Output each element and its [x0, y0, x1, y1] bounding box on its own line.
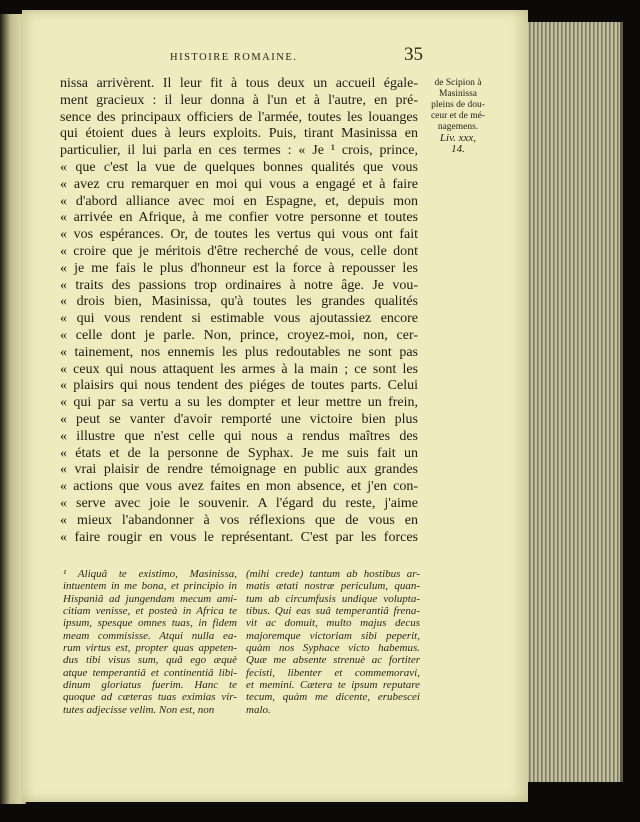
footnote-line: ipsum, spesque omnes tuas, in fidem — [63, 617, 237, 630]
text-line: « ceux qui nous attaquent les armes à la main ; ce sont les — [60, 361, 418, 377]
footnote-line: (mihi crede) tantum ab hostibus ar- — [246, 568, 420, 580]
text-line: « je me fais le plus d'honneur est la force à repousser les — [60, 260, 418, 276]
footnote-line: et memini. Cætera te ipsum reputare — [246, 679, 420, 692]
text-line: « mieux l'abandonner à vos réflexions que de vous en — [60, 512, 418, 528]
footnote-line: atque temperantiâ et continentiâ libi- — [63, 666, 237, 679]
footnote-line: quàm nos Syphace victo habemus. — [246, 642, 420, 655]
footnote-line: ¹ Aliquâ te existimo, Masinissa, — [63, 568, 237, 580]
text-line: « qui vous rendent si estimable vous ajoutassiez encore — [60, 311, 418, 327]
footnote-line: matis ætati nostræ periculum, quan- — [246, 580, 420, 593]
footnote-line: Hispaniâ ad jungendam mecum ami- — [63, 592, 237, 605]
footnote-line: meam commisisse. Atqui nulla ea- — [63, 629, 237, 642]
text-line: « avez cru remarquer en moi qui vous a engagé et à faire — [60, 176, 418, 192]
text-line: « peut se vanter d'avoir remporté une victoire bien plus — [60, 411, 418, 427]
footnote-line: quoque ad cæteras tuas eximias vir- — [63, 691, 237, 704]
text-line: sence des principaux officiers de l'armée, toutes les louanges — [60, 109, 418, 125]
running-title: HISTOIRE ROMAINE. — [170, 52, 298, 63]
footnote-line: citiam venisse, et posteà in Africa te — [63, 605, 237, 618]
footnote-right-column — [246, 568, 420, 716]
text-line: ment gracieux : il leur donna à l'un et à l'autre, en pré- — [60, 92, 418, 108]
text-line: nissa arrivèrent. Il leur fit à tous deux un accueil égale- — [60, 76, 418, 91]
main-text — [60, 76, 418, 546]
margin-note-line: Liv. xxx, — [439, 132, 477, 144]
text-line: « d'abord alliance avec moi en Espagne, et, depuis mon — [60, 193, 418, 209]
footnote-line: tum ab circumfusis undique volupta- — [246, 592, 420, 605]
text-line: « vrai plaisir de rendre témoignage en public aux grandes — [60, 462, 418, 478]
footnote-line: fecisti, libenter et commemoravi, — [246, 666, 420, 679]
footnote-line: rum virtus est, propter quas appeten- — [63, 642, 237, 655]
footnote-line: Quæ me absente strenuè ac fortiter — [246, 654, 420, 667]
text-line: « traits des passions trop ordinaires à notre âge. Je vou- — [60, 277, 418, 293]
footnote-line: dinum gloriatus fuerim. Hanc te — [63, 679, 237, 692]
book-fore-edge — [522, 22, 623, 782]
footnote-line: tecum, quàm me dicente, erubescei — [246, 691, 420, 704]
text-line: « plaisirs qui nous tendent des piéges de toutes parts. Celui — [60, 378, 418, 394]
margin-note-line: ceur et de mé- — [430, 111, 486, 121]
text-line: « croire que je méritois d'être recherché de vous, celle dont — [60, 243, 418, 259]
text-line: « drois bien, Masinissa, qu'à toutes les grandes qualités — [60, 294, 418, 310]
margin-note-line: de Scipion à — [434, 78, 482, 88]
margin-note-line: 14. — [451, 143, 465, 155]
text-line: « arrivée en Afrique, à me confier votre personne et toutes — [60, 210, 418, 226]
text-line: « faire rougir en vous le représentant. C'est par les forces — [60, 529, 418, 545]
footnote-line: dus tibi visus sum, quâ ego æquè — [63, 654, 237, 667]
margin-note-line: nagemens. — [437, 122, 479, 132]
footnote-line: tibus. Qui eas suâ temperantiâ frena- — [246, 605, 420, 618]
footnote-line: malo. — [246, 703, 271, 716]
footnote-left-column — [63, 568, 237, 716]
text-line: « tainement, nos ennemis les plus redoutables ne sont pas — [60, 344, 418, 360]
text-line: « vos espérances. Or, de toutes les vertus qui vous ont fait — [60, 227, 418, 243]
text-line: « illustre que n'est celle qui nous a rendus maîtres des — [60, 428, 418, 444]
text-line: qui étoient dues à leurs exploits. Puis, tirant Masinissa en — [60, 126, 418, 142]
text-line: « que c'est la vue de quelques bonnes qualités que vous — [60, 159, 418, 175]
text-line: « actions que vous avez faites en mon absence, et j'en con- — [60, 479, 418, 495]
footnote-line: vit ac domuit, multo majus decus — [246, 617, 420, 630]
margin-note-line: Masinissa — [439, 89, 477, 99]
text-line: « qui par sa vertu a su les dompter et leur mettre un frein, — [60, 395, 418, 411]
text-line: « états et de la personne de Syphax. Je me suis fait un — [60, 445, 418, 461]
text-line: particulier, il lui parla en ces termes : « Je ¹ crois, prince, — [60, 143, 418, 159]
page-number: 35 — [404, 44, 423, 65]
footnote-line: intuentem in me bona, et principio in — [63, 580, 237, 593]
text-line: « serve avec joie le souvenir. A l'égard du reste, j'aime — [60, 495, 418, 511]
margin-note-line: pleins de dou- — [431, 100, 485, 110]
margin-note — [424, 78, 492, 155]
footnote-line: tutes adjecisse velim. Non est, non — [63, 703, 215, 716]
text-line: « celle dont je parle. Non, prince, croyez-moi, non, cer- — [60, 327, 418, 343]
footnote-line: majoremque victoriam sibi peperit, — [246, 629, 420, 642]
